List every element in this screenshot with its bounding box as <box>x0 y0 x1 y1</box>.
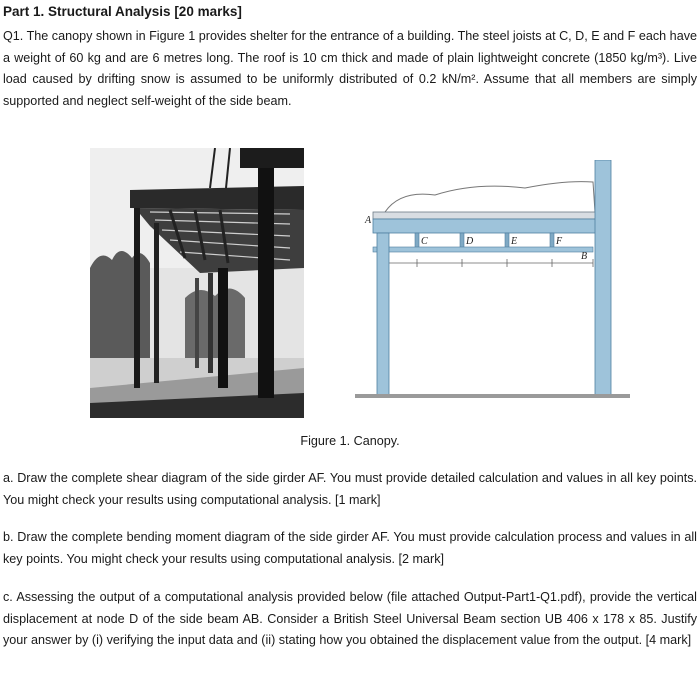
label-e: E <box>511 236 518 247</box>
part-heading: Part 1. Structural Analysis [20 marks] <box>3 4 242 19</box>
label-b: B <box>581 251 588 262</box>
label-f: F <box>556 236 563 247</box>
question-a: a. Draw the complete shear diagram of the side girder AF. You must provide detailed calculation and values in all key points. You might check your results using computational analysis. [1 mark] <box>3 471 697 507</box>
question-b: b. Draw the complete bending moment diagram of the side girder AF. You must provide calculation process and values in all key points. You might check your results using computational analysis. [2 mark] <box>3 530 697 566</box>
question-c: c. Assessing the output of a computational analysis provided below (file attached Output-Part1-Q1.pdf), provide the vertical displacement at node D of the side beam AB. Consider a British Steel Universal Beam section UB 406 x 178 x 85. Justify your answer by (i) verifying the input data and (ii) stating how you obtained the displacement value from the output. [4 mark] <box>3 590 697 647</box>
question-1-text: Q1. The canopy shown in Figure 1 provides shelter for the entrance of a building. The steel joists at C, D, E and F each have a weight of 60 kg and are 6 metres long. The roof is 10 cm thick and made of plain lightweight concrete (1850 kg/m³). Live load caused by drifting snow is assumed to be uniformly distributed of 0.2 kN/m². Assume that all members are simply supported and neglect self-weight of the side beam. <box>3 29 697 108</box>
label-d: D <box>466 236 474 247</box>
label-a: A <box>365 215 372 226</box>
canopy-photo <box>90 148 304 418</box>
figure-caption: Figure 1. Canopy. <box>300 434 400 448</box>
canopy-diagram <box>355 160 630 410</box>
label-c: C <box>421 236 428 247</box>
